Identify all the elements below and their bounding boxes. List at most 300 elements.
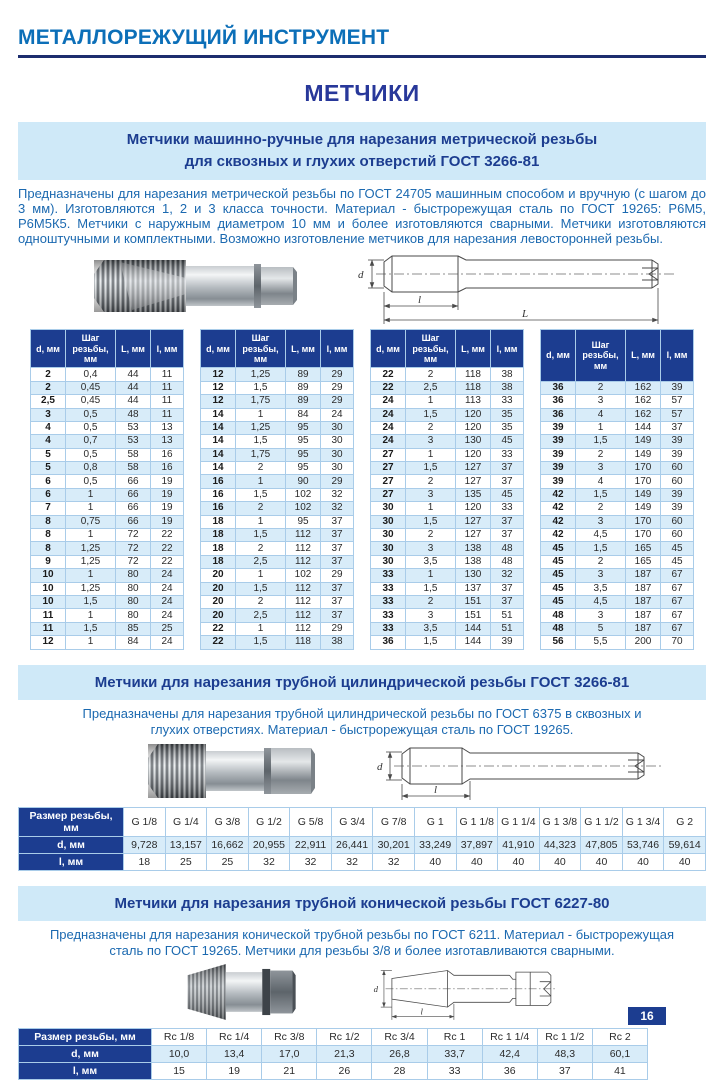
table-cell: 11	[151, 395, 184, 408]
table-cell: 36	[541, 381, 576, 394]
table-cell: 37	[491, 582, 524, 595]
table-cell: 22	[201, 636, 236, 649]
table-cell: 2	[406, 368, 456, 381]
table-cell: 30	[371, 529, 406, 542]
table-cell: 2	[236, 462, 286, 475]
table-cell: 24	[151, 609, 184, 622]
table-cell: 17,0	[262, 1045, 317, 1062]
table-cell: 39	[661, 448, 694, 461]
table-row	[201, 529, 354, 542]
dim-label-d: d	[358, 269, 364, 282]
metric-table-1	[30, 329, 184, 649]
machine-tap-drawing	[354, 246, 684, 326]
table-cell: 1,25	[236, 368, 286, 381]
column-header: L, мм	[286, 330, 321, 368]
table-cell: 130	[456, 435, 491, 448]
table-cell: 24	[151, 569, 184, 582]
table-row	[371, 582, 524, 595]
table-cell: Rc 3/8	[262, 1028, 317, 1045]
row-label: l, мм	[19, 853, 124, 870]
table-row	[19, 853, 706, 870]
table-row	[541, 448, 694, 461]
table-cell: 48	[541, 609, 576, 622]
table-cell: 24	[371, 395, 406, 408]
table-cell: 4	[31, 435, 66, 448]
table-cell: 137	[456, 582, 491, 595]
table-cell: 170	[626, 515, 661, 528]
table-cell: G 1 1/2	[581, 807, 623, 836]
table-cell: 36	[541, 408, 576, 421]
table-cell: 1	[576, 421, 626, 434]
table-cell: 67	[661, 622, 694, 635]
table-cell: 33	[371, 582, 406, 595]
table-cell: 112	[286, 609, 321, 622]
table-cell: Rc 1 1/4	[482, 1028, 537, 1045]
table-cell: 1	[406, 448, 456, 461]
table-cell: 9	[31, 555, 66, 568]
table-row	[31, 555, 184, 568]
table-cell: 11	[31, 609, 66, 622]
dim-label-d: d	[377, 760, 383, 773]
table-cell: 25	[151, 622, 184, 635]
table-cell: 66	[116, 475, 151, 488]
table-cell: 187	[626, 569, 661, 582]
table-cell: 14	[201, 448, 236, 461]
table-row	[201, 462, 354, 475]
table-row	[371, 435, 524, 448]
table-cell: 0,75	[66, 515, 116, 528]
table-row	[371, 408, 524, 421]
table-cell: 2	[576, 381, 626, 394]
table-cell: G 1 1/4	[498, 807, 540, 836]
table-cell: 1	[66, 636, 116, 649]
row-label: d, мм	[19, 1045, 152, 1062]
table-row	[19, 1028, 648, 1045]
table-cell: 37	[491, 475, 524, 488]
table-cell: 95	[286, 421, 321, 434]
table-row	[19, 807, 706, 836]
table-cell: 16	[201, 488, 236, 501]
table-row	[201, 622, 354, 635]
table-cell: G 1/8	[124, 807, 166, 836]
table-cell: 44,323	[539, 836, 581, 853]
table-row	[541, 609, 694, 622]
table-row	[541, 502, 694, 515]
table-cell: 58	[116, 448, 151, 461]
metric-table-4	[540, 329, 694, 649]
table-cell: 48,3	[537, 1045, 592, 1062]
table-cell: 4	[576, 408, 626, 421]
metric-table-3	[370, 329, 524, 649]
table-cell: 30,201	[373, 836, 415, 853]
table-cell: 95	[286, 435, 321, 448]
table-cell: 85	[116, 622, 151, 635]
table-cell: 60,1	[592, 1045, 647, 1062]
table-row	[31, 622, 184, 635]
table-cell: 9,728	[124, 836, 166, 853]
table-cell: 22	[151, 542, 184, 555]
table-cell: 151	[456, 595, 491, 608]
table-cell: 39	[661, 381, 694, 394]
table-row	[31, 542, 184, 555]
table-cell: 39	[661, 488, 694, 501]
table-row	[19, 836, 706, 853]
table-row	[541, 421, 694, 434]
table-cell: 1,5	[406, 408, 456, 421]
table-cell: 95	[286, 462, 321, 475]
table-cell: 4	[31, 421, 66, 434]
table-cell: 0,5	[66, 448, 116, 461]
column-header: L, мм	[116, 330, 151, 368]
table-cell: 72	[116, 542, 151, 555]
table-row	[541, 475, 694, 488]
column-header: d, мм	[371, 330, 406, 368]
table-cell: 162	[626, 408, 661, 421]
table-cell: 2,5	[236, 609, 286, 622]
table-cell: 112	[286, 542, 321, 555]
table-cell: 19	[151, 502, 184, 515]
column-header: d, мм	[201, 330, 236, 368]
table-cell: 20	[201, 609, 236, 622]
table-cell: 1	[236, 408, 286, 421]
table-row	[19, 1062, 648, 1079]
column-header: Шаг резьбы, мм	[576, 330, 626, 381]
table-cell: 37	[321, 595, 354, 608]
table-row	[371, 542, 524, 555]
table-cell: 29	[321, 368, 354, 381]
table-cell: 2	[406, 529, 456, 542]
table-cell: 0,7	[66, 435, 116, 448]
table-row	[201, 555, 354, 568]
table-cell: 118	[286, 636, 321, 649]
table-cell: 170	[626, 529, 661, 542]
table-cell: 3	[406, 488, 456, 501]
table-cell: 112	[286, 595, 321, 608]
table-cell: 127	[456, 462, 491, 475]
table-cell: 35	[491, 421, 524, 434]
table-cell: 19	[151, 515, 184, 528]
table-cell: 113	[456, 395, 491, 408]
table-cell: 29	[321, 622, 354, 635]
table-cell: 47,805	[581, 836, 623, 853]
table-cell: 120	[456, 448, 491, 461]
table-cell: 3	[576, 609, 626, 622]
table-cell: 72	[116, 555, 151, 568]
metric-table-2	[200, 329, 354, 649]
table-row	[201, 542, 354, 555]
table-cell: 1,5	[406, 462, 456, 475]
table-row	[201, 636, 354, 649]
table-cell: 102	[286, 569, 321, 582]
table-cell: 1,5	[406, 582, 456, 595]
table-row	[201, 515, 354, 528]
table-cell: 12	[201, 381, 236, 394]
table-row	[541, 462, 694, 475]
table-cell: 53	[116, 421, 151, 434]
metric-images-row	[18, 250, 706, 322]
table-cell: 44	[116, 395, 151, 408]
table-header-row	[371, 330, 524, 368]
table-cell: 5,5	[576, 636, 626, 649]
table-row	[371, 368, 524, 381]
table-cell: 1	[66, 609, 116, 622]
table-cell: 149	[626, 502, 661, 515]
table-cell: 32	[491, 569, 524, 582]
table-cell: 37	[537, 1062, 592, 1079]
table-cell: 3	[31, 408, 66, 421]
table-cell: 32	[331, 853, 373, 870]
table-row	[201, 569, 354, 582]
table-cell: 39	[491, 636, 524, 649]
table-row	[541, 435, 694, 448]
table-cell: 7	[31, 502, 66, 515]
table-row	[31, 529, 184, 542]
table-row	[371, 381, 524, 394]
table-cell: 42	[541, 515, 576, 528]
catalog-page	[0, 26, 724, 1077]
header-rule	[18, 55, 706, 58]
table-cell: 24	[151, 595, 184, 608]
table-cell: 33	[371, 569, 406, 582]
table-cell: 144	[626, 421, 661, 434]
table-cell: 33,249	[414, 836, 456, 853]
table-row	[541, 488, 694, 501]
table-cell: 12	[201, 395, 236, 408]
table-cell: 25	[207, 853, 249, 870]
table-row	[201, 368, 354, 381]
table-cell: 5	[31, 462, 66, 475]
table-cell: 24	[321, 408, 354, 421]
table-row	[541, 381, 694, 394]
column-header: Шаг резьбы, мм	[66, 330, 116, 368]
table-cell: 1	[66, 502, 116, 515]
table-cell: 39	[541, 435, 576, 448]
table-cell: 1,5	[236, 582, 286, 595]
machine-tap-photo	[92, 252, 297, 320]
table-row	[541, 582, 694, 595]
column-header: L, мм	[456, 330, 491, 368]
table-cell: 27	[371, 488, 406, 501]
table-cell: 11	[151, 368, 184, 381]
table-cell: 11	[151, 381, 184, 394]
table-cell: 18	[201, 542, 236, 555]
table-cell: 1	[236, 622, 286, 635]
table-cell: 36	[371, 636, 406, 649]
table-row	[31, 381, 184, 394]
table-cell: 95	[286, 515, 321, 528]
table-cell: 1	[406, 502, 456, 515]
section-heading-metric	[18, 122, 706, 180]
table-row	[201, 488, 354, 501]
table-cell: 33	[371, 609, 406, 622]
table-cell: 66	[116, 515, 151, 528]
table-cell: 30	[321, 421, 354, 434]
table-cell: 5	[576, 622, 626, 635]
table-cell: 27	[371, 475, 406, 488]
table-cell: 42	[541, 529, 576, 542]
table-cell: 149	[626, 488, 661, 501]
table-cell: Rc 2	[592, 1028, 647, 1045]
table-cell: 39	[541, 475, 576, 488]
table-cell: 127	[456, 515, 491, 528]
table-cell: 165	[626, 555, 661, 568]
table-cell: 60	[661, 515, 694, 528]
table-cell: G 1 1/8	[456, 807, 498, 836]
table-row	[201, 595, 354, 608]
table-cell: 51	[491, 609, 524, 622]
pipe-conical-images-row	[18, 961, 706, 1023]
table-cell: 20	[201, 582, 236, 595]
table-cell: 84	[116, 636, 151, 649]
table-cell: 1,25	[236, 421, 286, 434]
table-cell: 45	[661, 555, 694, 568]
table-cell: 30	[371, 502, 406, 515]
table-cell: 6	[31, 475, 66, 488]
table-cell: 5	[31, 448, 66, 461]
table-row	[201, 502, 354, 515]
table-cell: 37	[491, 462, 524, 475]
table-cell: 27	[371, 448, 406, 461]
table-cell: 16	[201, 475, 236, 488]
table-cell: 3	[576, 462, 626, 475]
table-cell: 1	[66, 569, 116, 582]
table-cell: 127	[456, 475, 491, 488]
table-cell: 2	[406, 421, 456, 434]
table-cell: 2	[406, 475, 456, 488]
table-cell: 187	[626, 582, 661, 595]
table-cell: G 1 3/8	[539, 807, 581, 836]
table-cell: 8	[31, 542, 66, 555]
table-cell: 32	[290, 853, 332, 870]
table-cell: 80	[116, 595, 151, 608]
table-cell: G 7/8	[373, 807, 415, 836]
table-cell: 144	[456, 622, 491, 635]
table-cell: Rc 1/4	[207, 1028, 262, 1045]
table-cell: 37	[321, 609, 354, 622]
table-cell: 149	[626, 448, 661, 461]
table-cell: 1,75	[236, 448, 286, 461]
section-heading-pipe-cylindrical: Метчики для нарезания трубной цилиндрической резьбы ГОСТ 3266-81	[18, 665, 706, 701]
table-row	[31, 582, 184, 595]
table-cell: 38	[491, 381, 524, 394]
table-row	[31, 488, 184, 501]
table-cell: 1,25	[66, 542, 116, 555]
table-cell: 40	[581, 853, 623, 870]
table-cell: 25	[165, 853, 207, 870]
table-cell: 30	[371, 555, 406, 568]
table-cell: 22	[201, 622, 236, 635]
table-row	[541, 595, 694, 608]
table-cell: Rc 1	[427, 1028, 482, 1045]
table-cell: 37	[321, 582, 354, 595]
table-cell: 13,4	[207, 1045, 262, 1062]
table-row	[31, 435, 184, 448]
table-cell: 162	[626, 381, 661, 394]
table-cell: 32	[321, 488, 354, 501]
table-cell: 24	[371, 408, 406, 421]
table-cell: 144	[456, 636, 491, 649]
table-cell: 89	[286, 381, 321, 394]
table-cell: 24	[151, 636, 184, 649]
table-cell: 138	[456, 555, 491, 568]
column-header: d, мм	[31, 330, 66, 368]
table-cell: 24	[371, 435, 406, 448]
table-cell: 45	[541, 569, 576, 582]
page-number-badge: 16	[628, 1007, 666, 1025]
column-header: Шаг резьбы, мм	[406, 330, 456, 368]
table-cell: 42,4	[482, 1045, 537, 1062]
table-cell: 22	[371, 368, 406, 381]
table-cell: 16,662	[207, 836, 249, 853]
table-cell: 58	[116, 462, 151, 475]
table-cell: 37	[491, 529, 524, 542]
table-cell: G 1/2	[248, 807, 290, 836]
table-cell: 1	[406, 395, 456, 408]
table-cell: 60	[661, 462, 694, 475]
pipe-cylindrical-tap-photo	[146, 742, 316, 800]
column-header: l, мм	[321, 330, 354, 368]
table-cell: 170	[626, 475, 661, 488]
table-cell: 21,3	[317, 1045, 372, 1062]
column-header: L, мм	[626, 330, 661, 381]
table-cell: 40	[539, 853, 581, 870]
table-cell: 118	[456, 381, 491, 394]
table-cell: 26,8	[372, 1045, 427, 1062]
table-cell: 80	[116, 609, 151, 622]
table-row	[201, 448, 354, 461]
table-cell: 29	[321, 381, 354, 394]
table-cell: 11	[31, 622, 66, 635]
table-cell: 2	[236, 542, 286, 555]
table-cell: 19	[207, 1062, 262, 1079]
table-cell: 1	[406, 569, 456, 582]
table-cell: 33	[491, 448, 524, 461]
table-row	[371, 636, 524, 649]
table-cell: 2	[406, 595, 456, 608]
page-content	[0, 26, 724, 1080]
pipe-cylindrical-images-row	[18, 740, 706, 802]
table-cell: 42	[541, 488, 576, 501]
table-row	[31, 636, 184, 649]
table-cell: 112	[286, 582, 321, 595]
table-cell: 19	[151, 475, 184, 488]
table-cell: 18	[201, 529, 236, 542]
table-cell: 1,5	[236, 435, 286, 448]
page-header: МЕТАЛЛОРЕЖУЩИЙ ИНСТРУМЕНТ	[18, 26, 390, 49]
table-row	[201, 609, 354, 622]
table-cell: 67	[661, 609, 694, 622]
table-cell: 14	[201, 462, 236, 475]
table-cell: 37	[321, 542, 354, 555]
table-cell: 10	[31, 582, 66, 595]
table-row	[31, 595, 184, 608]
table-cell: 53,746	[622, 836, 664, 853]
table-cell: 138	[456, 542, 491, 555]
table-cell: 30	[371, 542, 406, 555]
table-cell: 102	[286, 488, 321, 501]
table-cell: 39	[541, 448, 576, 461]
table-cell: 39	[541, 421, 576, 434]
table-row	[371, 475, 524, 488]
table-cell: 45	[661, 542, 694, 555]
table-cell: 1,5	[576, 542, 626, 555]
table-cell: 18	[201, 555, 236, 568]
section-heading-line1: Метчики машинно-ручные для нарезания метрической резьбы	[126, 131, 598, 148]
table-cell: 112	[286, 622, 321, 635]
table-cell: 32	[373, 853, 415, 870]
table-cell: 67	[661, 569, 694, 582]
table-cell: 3	[406, 609, 456, 622]
